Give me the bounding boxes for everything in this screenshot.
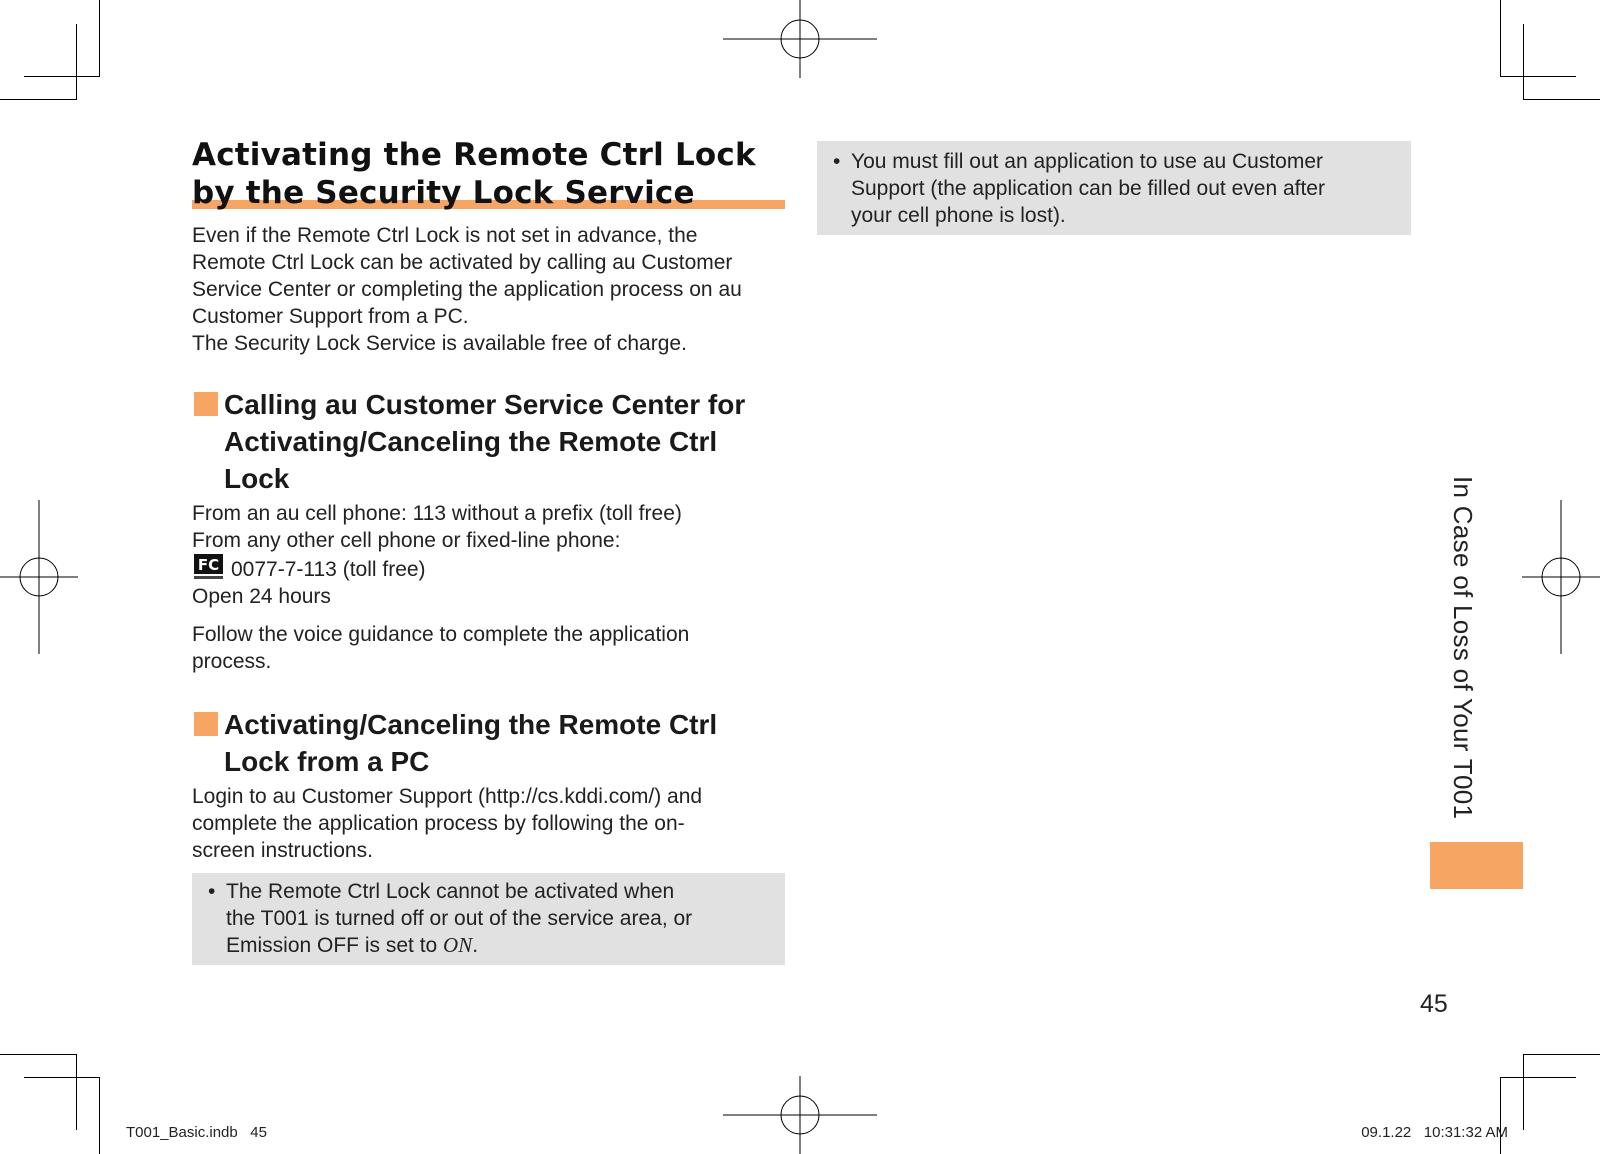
registration-mark-bottom-icon (723, 1076, 877, 1154)
instruction-line: screen instructions. (192, 839, 373, 862)
registration-mark-top-icon (723, 0, 877, 78)
section2-heading-line: Lock from a PC (224, 746, 430, 777)
section-marker-icon (194, 392, 218, 416)
free-call-number: 0077-7-113 (toll free) (231, 558, 426, 581)
note-line: Support (the application can be filled out even after (851, 177, 1325, 200)
right-note-box (817, 141, 1411, 235)
contact-line: Open 24 hours (192, 585, 331, 608)
note-line: • The Remote Ctrl Lock cannot be activated when (226, 880, 675, 903)
note-line: • You must fill out an application to use au Customer (851, 150, 1323, 173)
intro-line: Remote Ctrl Lock can be activated by calling au Customer (192, 251, 733, 274)
note-line: Emission OFF is set to ON. (226, 933, 479, 957)
section2-heading (224, 706, 804, 780)
section1-heading (224, 386, 804, 497)
page-number: 45 (1420, 990, 1448, 1018)
instruction-line: complete the application process by following the on- (192, 812, 685, 835)
intro-line: Even if the Remote Ctrl Lock is not set in advance, the (192, 224, 698, 247)
note-item (833, 148, 1411, 229)
chapter-side-label: In Case of Loss of Your T001 (1448, 476, 1478, 820)
intro-line: The Security Lock Service is available free of charge. (192, 332, 687, 355)
contact-line-free-call (192, 554, 792, 583)
intro-line: Service Center or completing the application process on au (192, 278, 742, 301)
note-item (208, 878, 785, 959)
footer-file-info: T001_Basic.indb 45 (126, 1124, 267, 1141)
note-line: your cell phone is lost). (851, 204, 1066, 227)
section1-heading-line: Activating/Canceling the Remote Ctrl (224, 426, 718, 457)
followup-line: Follow the voice guidance to complete the application (192, 623, 690, 646)
section1-followup (192, 621, 792, 675)
section2-note-box (192, 873, 785, 965)
intro-line: Customer Support from a PC. (192, 305, 469, 328)
footer-timestamp: 09.1.22 10:31:32 AM (1361, 1124, 1508, 1141)
contact-line: From any other cell phone or fixed-line phone: (192, 529, 621, 552)
note-line: the T001 is turned off or out of the service area, or (226, 907, 693, 930)
on-setting-value: ON (443, 933, 473, 957)
section1-contact-info (192, 500, 792, 610)
instruction-line: Login to au Customer Support (http://cs.kddi.com/) and (192, 785, 703, 808)
section1-heading-line: Lock (224, 463, 290, 494)
section2-instructions (192, 783, 792, 864)
registration-mark-right-icon (1522, 500, 1600, 654)
contact-line: From an au cell phone: 113 without a prefix (toll free) (192, 502, 682, 525)
page-title: Activating the Remote Ctrl Lock by the Security Lock Service (192, 137, 756, 211)
intro-paragraph (192, 222, 792, 357)
registration-mark-left-icon (0, 500, 78, 654)
section2-heading-line: Activating/Canceling the Remote Ctrl (224, 709, 718, 740)
section1-heading-line: Calling au Customer Service Center for (224, 389, 746, 420)
followup-line: process. (192, 650, 272, 673)
free-call-icon (192, 554, 225, 581)
svg-text:FC: FC (197, 556, 220, 574)
chapter-tab (1430, 842, 1523, 889)
section-marker-icon (194, 712, 218, 736)
